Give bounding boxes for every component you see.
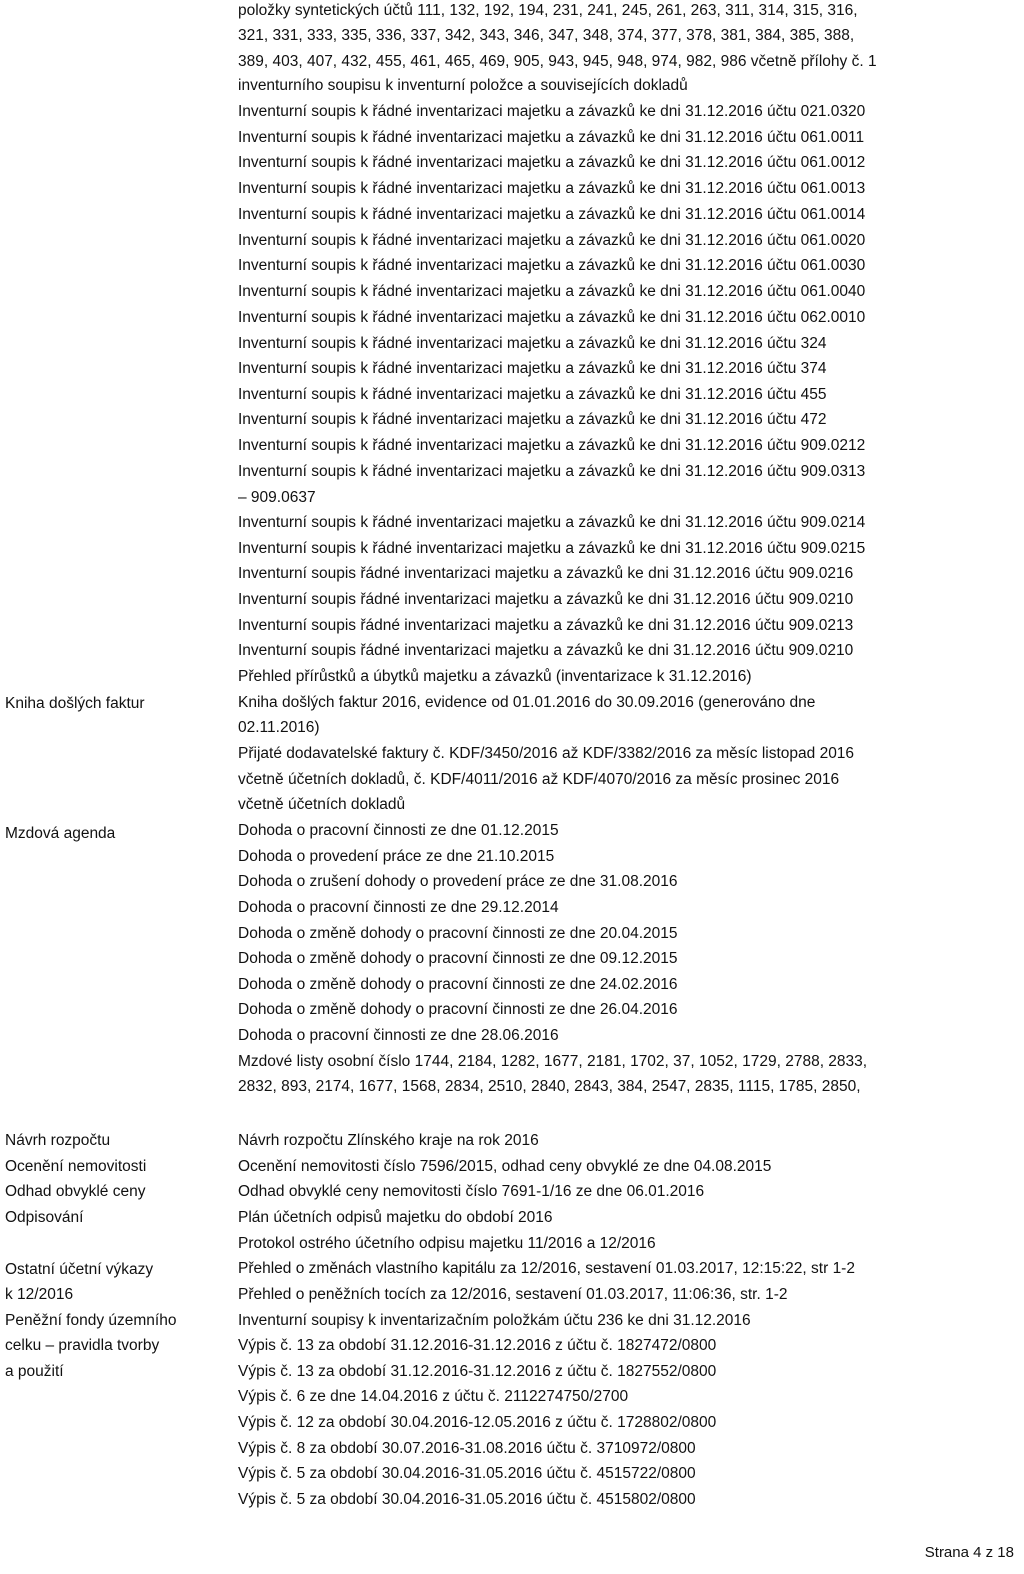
- label-k-12-2016: k 12/2016: [5, 1286, 74, 1303]
- doc-line: Inventurní soupis řádné inventarizaci majetku a závazků ke dni 31.12.2016 účtu 909.0210: [238, 591, 854, 608]
- doc-line: Dohoda o zrušení dohody o provedení práce ze dne 31.08.2016: [238, 873, 678, 890]
- label-odhad-obvykle-ceny: Odhad obvyklé ceny: [5, 1183, 146, 1200]
- doc-line: Inventurní soupis k řádné inventarizaci majetku a závazků ke dni 31.12.2016 účtu 021.0320: [238, 103, 866, 120]
- doc-line: včetně účetních dokladů, č. KDF/4011/2016 až KDF/4070/2016 za měsíc prosinec 2016: [238, 771, 840, 788]
- doc-line: 02.11.2016): [238, 719, 320, 736]
- doc-line: položky syntetických účtů 111, 132, 192, 194, 231, 241, 245, 261, 263, 311, 314, 315, 316,: [238, 2, 858, 19]
- doc-line: Plán účetních odpisů majetku do období 2016: [238, 1209, 553, 1226]
- doc-line: Inventurní soupis k řádné inventarizaci majetku a závazků ke dni 31.12.2016 účtu 061.0030: [238, 257, 866, 274]
- doc-line: Inventurní soupis řádné inventarizaci majetku a závazků ke dni 31.12.2016 účtu 909.0213: [238, 617, 854, 634]
- label-kniha-doslych-faktur: Kniha došlých faktur: [5, 695, 145, 712]
- doc-line: Inventurní soupis řádné inventarizaci majetku a závazků ke dni 31.12.2016 účtu 909.0216: [238, 565, 854, 582]
- doc-line: Dohoda o změně dohody o pracovní činnosti ze dne 24.02.2016: [238, 976, 678, 993]
- doc-line: Dohoda o pracovní činnosti ze dne 28.06.2016: [238, 1027, 559, 1044]
- doc-line: Protokol ostrého účetního odpisu majetku 11/2016 a 12/2016: [238, 1235, 656, 1252]
- doc-line: Inventurní soupis k řádné inventarizaci majetku a závazků ke dni 31.12.2016 účtu 061.0012: [238, 154, 866, 171]
- label-ostatni-ucetni-vykazy: Ostatní účetní výkazy: [5, 1261, 154, 1278]
- doc-line: 2832, 893, 2174, 1677, 1568, 2834, 2510, 2840, 2843, 384, 2547, 2835, 1115, 1785, 2850,: [238, 1078, 861, 1095]
- doc-line: Výpis č. 5 za období 30.04.2016-31.05.2016 účtu č. 4515802/0800: [238, 1491, 696, 1508]
- doc-line: Dohoda o pracovní činnosti ze dne 01.12.2015: [238, 822, 559, 839]
- doc-line: Inventurní soupis k řádné inventarizaci majetku a závazků ke dni 31.12.2016 účtu 061.0020: [238, 232, 866, 249]
- doc-line: Inventurní soupis k řádné inventarizaci majetku a závazků ke dni 31.12.2016 účtu 909.0212: [238, 437, 866, 454]
- doc-line: Přehled o změnách vlastního kapitálu za 12/2016, sestavení 01.03.2017, 12:15:22, str 1-2: [238, 1260, 855, 1277]
- doc-line: inventurního soupisu k inventurní položce a souvisejících dokladů: [238, 77, 688, 94]
- doc-line: Inventurní soupis k řádné inventarizaci majetku a závazků ke dni 31.12.2016 účtu 061.0013: [238, 180, 866, 197]
- doc-line: Inventurní soupis k řádné inventarizaci majetku a závazků ke dni 31.12.2016 účtu 062.0010: [238, 309, 866, 326]
- doc-line: Výpis č. 6 ze dne 14.04.2016 z účtu č. 2112274750/2700: [238, 1388, 629, 1405]
- doc-line: Inventurní soupis k řádné inventarizaci majetku a závazků ke dni 31.12.2016 účtu 909.0214: [238, 514, 866, 531]
- doc-line: 389, 403, 407, 432, 455, 461, 465, 469, 905, 943, 945, 948, 974, 982, 986 včetně přílohy č. 1: [238, 53, 877, 70]
- doc-line: Inventurní soupis k řádné inventarizaci majetku a závazků ke dni 31.12.2016 účtu 909.0215: [238, 540, 866, 557]
- doc-line: Dohoda o pracovní činnosti ze dne 29.12.2014: [238, 899, 559, 916]
- doc-line: Kniha došlých faktur 2016, evidence od 01.01.2016 do 30.09.2016 (generováno dne: [238, 694, 816, 711]
- label-odpisovani: Odpisování: [5, 1209, 84, 1226]
- label-penezni-fondy: Peněžní fondy územního: [5, 1312, 177, 1329]
- doc-line: Přijaté dodavatelské faktury č. KDF/3450/2016 až KDF/3382/2016 za měsíc listopad 2016: [238, 745, 855, 762]
- doc-line: Inventurní soupisy k inventarizačním položkám účtu 236 ke dni 31.12.2016: [238, 1312, 751, 1329]
- doc-line: včetně účetních dokladů: [238, 796, 406, 813]
- doc-line: Dohoda o provedení práce ze dne 21.10.2015: [238, 848, 555, 865]
- doc-line: Inventurní soupis k řádné inventarizaci majetku a závazků ke dni 31.12.2016 účtu 061.0011: [238, 129, 865, 146]
- doc-line: Odhad obvyklé ceny nemovitosti číslo 7691-1/16 ze dne 06.01.2016: [238, 1183, 705, 1200]
- doc-line: Inventurní soupis k řádné inventarizaci majetku a závazků ke dni 31.12.2016 účtu 374: [238, 360, 827, 377]
- label-navrh-rozpoctu: Návrh rozpočtu: [5, 1132, 111, 1149]
- doc-line: Inventurní soupis k řádné inventarizaci majetku a závazků ke dni 31.12.2016 účtu 472: [238, 411, 827, 428]
- page-number: Strana 4 z 18: [924, 1544, 1014, 1561]
- label-mzdova-agenda: Mzdová agenda: [5, 825, 116, 842]
- doc-line: Inventurní soupis k řádné inventarizaci majetku a závazků ke dni 31.12.2016 účtu 061.0040: [238, 283, 866, 300]
- doc-line: Výpis č. 12 za období 30.04.2016-12.05.2016 z účtu č. 1728802/0800: [238, 1414, 717, 1431]
- label-oceneni-nemovitosti: Ocenění nemovitosti: [5, 1158, 147, 1175]
- doc-line: Výpis č. 13 za období 31.12.2016-31.12.2016 z účtu č. 1827472/0800: [238, 1337, 717, 1354]
- doc-line: Dohoda o změně dohody o pracovní činnosti ze dne 20.04.2015: [238, 925, 678, 942]
- doc-line: Návrh rozpočtu Zlínského kraje na rok 2016: [238, 1132, 539, 1149]
- doc-line: Inventurní soupis k řádné inventarizaci majetku a závazků ke dni 31.12.2016 účtu 455: [238, 386, 827, 403]
- doc-line: Ocenění nemovitosti číslo 7596/2015, odhad ceny obvyklé ze dne 04.08.2015: [238, 1158, 772, 1175]
- doc-line: 321, 331, 333, 335, 336, 337, 342, 343, 346, 347, 348, 374, 377, 378, 381, 384, 385, 388,: [238, 27, 855, 44]
- label-a-pouziti: a použití: [5, 1363, 64, 1380]
- doc-line: Mzdové listy osobní číslo 1744, 2184, 1282, 1677, 2181, 1702, 37, 1052, 1729, 2788, 2833,: [238, 1053, 868, 1070]
- doc-line: Dohoda o změně dohody o pracovní činnosti ze dne 09.12.2015: [238, 950, 678, 967]
- doc-line: Výpis č. 5 za období 30.04.2016-31.05.2016 účtu č. 4515722/0800: [238, 1465, 696, 1482]
- doc-line: Inventurní soupis k řádné inventarizaci majetku a závazků ke dni 31.12.2016 účtu 324: [238, 335, 827, 352]
- doc-line: Dohoda o změně dohody o pracovní činnosti ze dne 26.04.2016: [238, 1001, 678, 1018]
- doc-line: Výpis č. 8 za období 30.07.2016-31.08.2016 účtu č. 3710972/0800: [238, 1440, 696, 1457]
- label-pravidla-tvorby: celku – pravidla tvorby: [5, 1337, 160, 1354]
- doc-line: Výpis č. 13 za období 31.12.2016-31.12.2016 z účtu č. 1827552/0800: [238, 1363, 717, 1380]
- doc-line: Inventurní soupis k řádné inventarizaci majetku a závazků ke dni 31.12.2016 účtu 061.0014: [238, 206, 866, 223]
- doc-line: Inventurní soupis k řádné inventarizaci majetku a závazků ke dni 31.12.2016 účtu 909.0313: [238, 463, 866, 480]
- doc-line: Inventurní soupis řádné inventarizaci majetku a závazků ke dni 31.12.2016 účtu 909.0210: [238, 642, 854, 659]
- doc-line: Přehled přírůstků a úbytků majetku a závazků (inventarizace k 31.12.2016): [238, 668, 752, 685]
- doc-line: Přehled o peněžních tocích za 12/2016, sestavení 01.03.2017, 11:06:36, str. 1-2: [238, 1286, 788, 1303]
- doc-line: – 909.0637: [238, 489, 316, 506]
